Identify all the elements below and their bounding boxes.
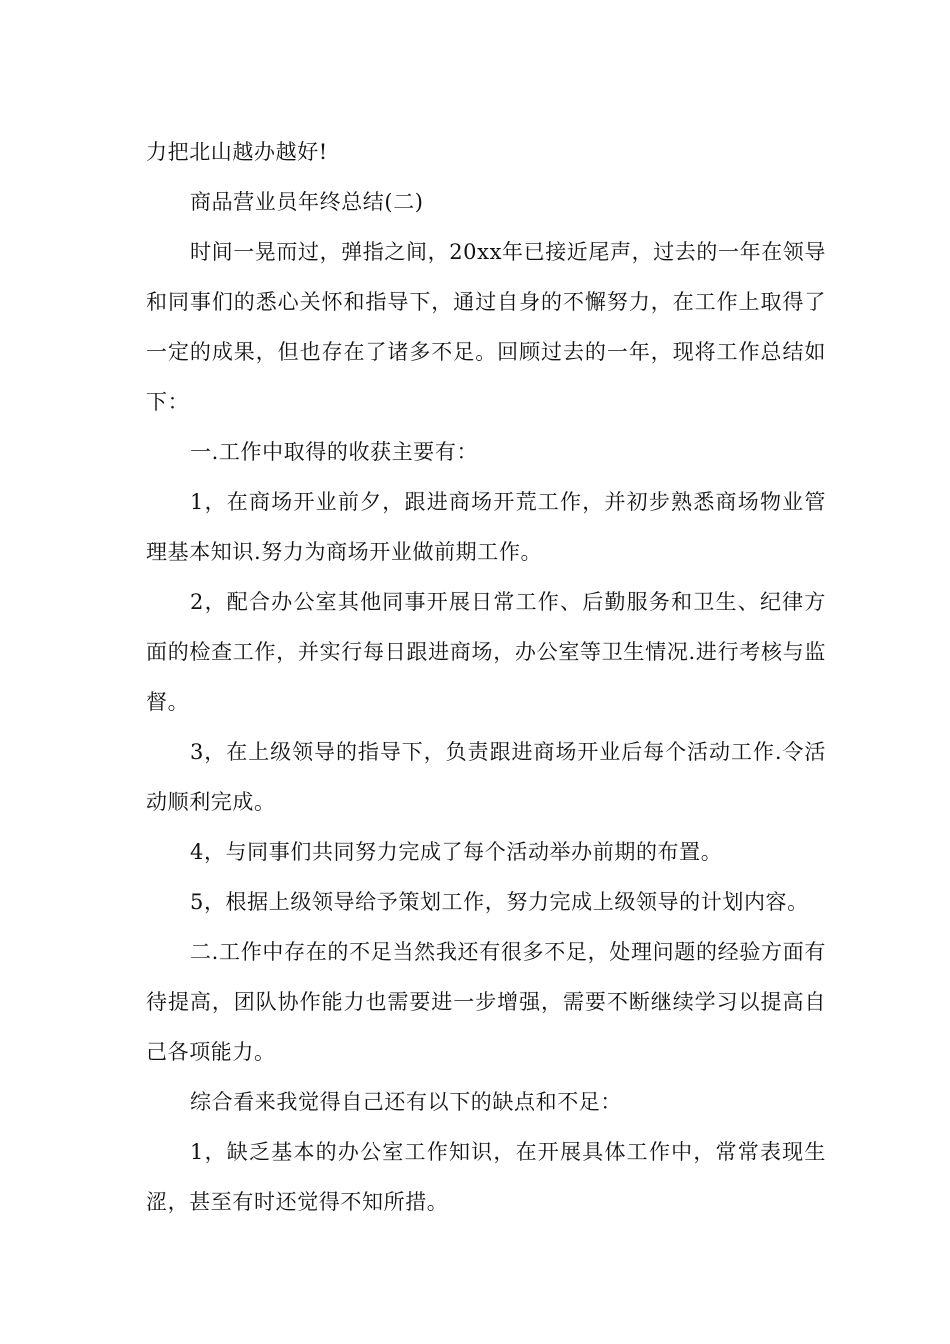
paragraph-continuation: 力把北山越办越好!	[146, 140, 328, 164]
document-body	[146, 127, 826, 1227]
paragraph-gain-3: 3，在上级领导的指导下，负责跟进商场开业后每个活动工作.令活动顺利完成。	[146, 740, 826, 814]
paragraph-heading-gains: 一.工作中取得的收获主要有：	[190, 440, 479, 464]
paragraph-gain-4: 4，与同事们共同努力完成了每个活动举办前期的布置。	[190, 840, 723, 864]
paragraph-gain-1: 1，在商场开业前夕，跟进商场开荒工作，并初步熟悉商场物业管理基本知识.努力为商场开业做前期工作。	[146, 490, 826, 564]
paragraph-intro: 时间一晃而过，弹指之间，20xx年已接近尾声，过去的一年在领导和同事们的悉心关怀和指导下，通过自身的不懈努力，在工作上取得了一定的成果，但也存在了诸多不足。回顾过去的一年，现将工作总结如下：	[146, 240, 827, 414]
paragraph-gain-5: 5，根据上级领导给予策划工作，努力完成上级领导的计划内容。	[190, 890, 809, 914]
section-title: 商品营业员年终总结(二)	[190, 190, 424, 214]
paragraph-shortcomings: 二.工作中存在的不足当然我还有很多不足，处理问题的经验方面有待提高，团队协作能力也需要进一步增强，需要不断继续学习以提高自己各项能力。	[146, 940, 826, 1064]
paragraph-gain-2: 2，配合办公室其他同事开展日常工作、后勤服务和卫生、纪律方面的检查工作，并实行每日跟进商场，办公室等卫生情况.进行考核与监督。	[146, 590, 826, 714]
paragraph-shortcoming-1: 1，缺乏基本的办公室工作知识，在开展具体工作中，常常表现生涩，甚至有时还觉得不知所措。	[146, 1140, 826, 1214]
paragraph-summary: 综合看来我觉得自己还有以下的缺点和不足：	[190, 1090, 622, 1114]
